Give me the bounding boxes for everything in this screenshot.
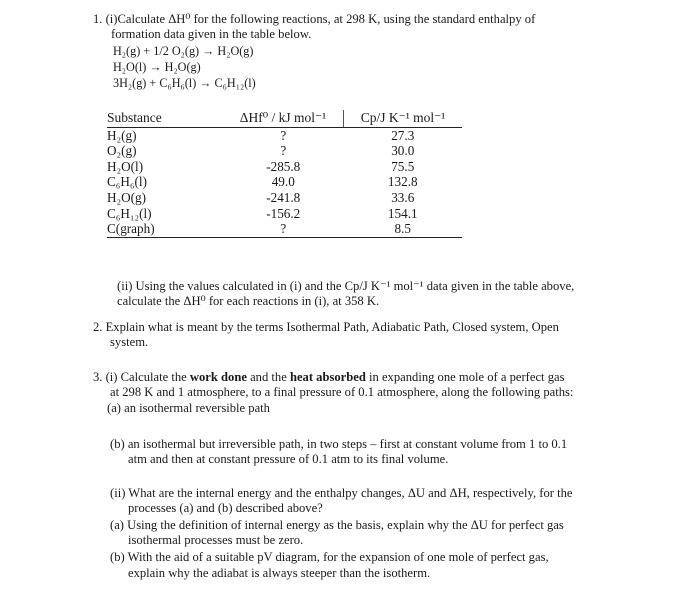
table-cell: 154.1: [387, 205, 418, 221]
table-cell: H₂O(l): [107, 158, 144, 174]
table-cell: ?: [223, 221, 344, 237]
table-cell: 75.5: [391, 158, 415, 174]
table-row: [107, 143, 462, 159]
table-row: [107, 159, 462, 175]
table-cell: O₂(g): [107, 143, 137, 159]
table-row: [107, 174, 462, 190]
table-row: [107, 206, 462, 222]
question-text: calculate the ΔH⁰ for each reactions in (i), at 358 K.: [117, 294, 380, 308]
question-text: (a) Using the definition of internal energy as the basis, explain why the ΔU for perfect gas: [110, 518, 564, 532]
table-cell: 132.8: [387, 174, 418, 190]
question-1-header: [93, 12, 535, 28]
table-cell: 27.3: [391, 127, 415, 143]
table-cell: 8.5: [344, 221, 463, 237]
table-cell: C₆H₆(l): [107, 174, 147, 190]
table-row: [107, 190, 462, 206]
question-number: 3.: [93, 370, 103, 384]
reaction-2: H₂O(l) → H₂O(g): [113, 60, 201, 74]
question-number: 2.: [93, 320, 103, 334]
table-header: Substance: [107, 110, 223, 127]
table-cell: ?: [280, 143, 287, 159]
table-cell: -241.8: [266, 189, 301, 205]
bold-term: heat absorbed: [289, 370, 366, 384]
reaction-3: 3H₂(g) + C₆H₆(l) → C₆H₁₂(l): [113, 76, 256, 90]
question-text: Explain what is meant by the terms Isothermal Path, Adiabatic Path, Closed system, Open: [105, 320, 559, 334]
table-row: [107, 127, 462, 143]
question-text: explain why the adiabat is always steeper than the isotherm.: [128, 566, 431, 580]
question-2-header: [93, 320, 559, 336]
table-cell: -285.8: [266, 158, 301, 174]
question-text: atm and then at constant pressure of 0.1 atm to its final volume.: [128, 452, 449, 466]
table-cell: C(graph): [107, 221, 223, 237]
question-text: at 298 K and 1 atmosphere, to a final pressure of 0.1 atmosphere, along the following paths:: [110, 385, 574, 399]
table-cell: H₂(g): [107, 127, 137, 143]
question-3-header: [93, 370, 565, 386]
question-text: (b) With the aid of a suitable pV diagram, for the expansion of one mole of perfect gas,: [110, 550, 549, 564]
table-header: ΔHf⁰ / kJ mol⁻¹: [223, 110, 344, 127]
reaction-1: H₂(g) + 1/2 O₂(g) → H₂O(g): [113, 44, 254, 58]
bold-term: work done: [189, 370, 247, 384]
question-text: (i)Calculate ΔH⁰ for the following reactions, at 298 K, using the standard enthalpy of: [105, 12, 536, 26]
question-text: (a) an isothermal reversible path: [107, 401, 270, 415]
question-text: formation data given in the table below.: [111, 27, 312, 41]
question-text: system.: [110, 335, 149, 349]
table-cell: 30.0: [391, 143, 415, 159]
question-text: (ii) What are the internal energy and the enthalpy changes, ΔU and ΔH, respectively, for the: [110, 486, 573, 500]
question-number: 1.: [93, 12, 103, 26]
thermo-data-table: [107, 110, 462, 238]
question-text: (b) an isothermal but irreversible path, in two steps – first at constant volume from 1 to 0.1: [110, 437, 568, 451]
table-cell: ?: [280, 127, 287, 143]
question-text: processes (a) and (b) described above?: [128, 501, 323, 515]
question-text: (ii) Using the values calculated in (i) and the Cp/J K⁻¹ mol⁻¹ data given in the table above,: [117, 279, 575, 293]
table-row: [107, 221, 462, 237]
table-cell: 49.0: [271, 174, 295, 190]
table-cell: 33.6: [391, 189, 415, 205]
table-cell: C₆H₁₂(l): [107, 205, 152, 221]
question-text: isothermal processes must be zero.: [128, 533, 304, 547]
table-cell: H₂O(g): [107, 189, 147, 205]
table-cell: -156.2: [266, 205, 301, 221]
table-header: Cp/J K⁻¹ mol⁻¹: [344, 110, 463, 127]
question-text: (i) Calculate the work done and the heat absorbed in expanding one mole of a perfect gas: [105, 370, 565, 384]
table-header-row: [107, 110, 462, 127]
